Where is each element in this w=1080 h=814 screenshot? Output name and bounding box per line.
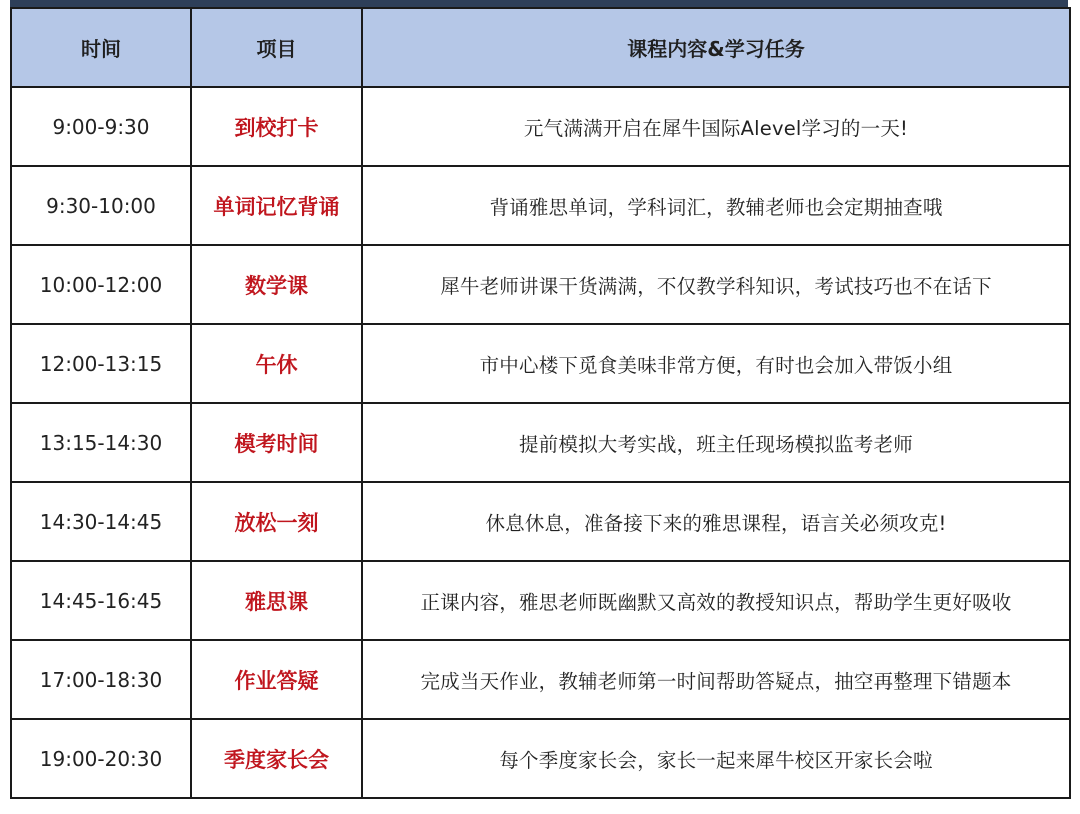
item-cell: 雅思课 — [191, 561, 362, 640]
header-content: 课程内容&学习任务 — [362, 8, 1070, 87]
table-row — [11, 166, 1070, 245]
time-cell: 17:00-18:30 — [11, 640, 191, 719]
time-cell: 19:00-20:30 — [11, 719, 191, 798]
time-cell: 14:45-16:45 — [11, 561, 191, 640]
table-row — [11, 640, 1070, 719]
time-cell: 14:30-14:45 — [11, 482, 191, 561]
content-cell: 休息休息，准备接下来的雅思课程，语言关必须攻克! — [362, 482, 1070, 561]
content-cell: 提前模拟大考实战，班主任现场模拟监考老师 — [362, 403, 1070, 482]
time-cell: 9:30-10:00 — [11, 166, 191, 245]
time-cell: 12:00-13:15 — [11, 324, 191, 403]
content-cell: 正课内容，雅思老师既幽默又高效的教授知识点，帮助学生更好吸收 — [362, 561, 1070, 640]
item-cell: 午休 — [191, 324, 362, 403]
header-row — [11, 8, 1070, 87]
table-row — [11, 403, 1070, 482]
time-cell: 10:00-12:00 — [11, 245, 191, 324]
content-cell: 背诵雅思单词，学科词汇，教辅老师也会定期抽查哦 — [362, 166, 1070, 245]
item-cell: 作业答疑 — [191, 640, 362, 719]
item-cell: 数学课 — [191, 245, 362, 324]
content-cell: 完成当天作业，教辅老师第一时间帮助答疑点，抽空再整理下错题本 — [362, 640, 1070, 719]
item-cell: 到校打卡 — [191, 87, 362, 166]
item-cell: 季度家长会 — [191, 719, 362, 798]
time-cell: 13:15-14:30 — [11, 403, 191, 482]
header-time: 时间 — [11, 8, 191, 87]
item-cell: 单词记忆背诵 — [191, 166, 362, 245]
header-item: 项目 — [191, 8, 362, 87]
content-cell: 犀牛老师讲课干货满满，不仅教学科知识，考试技巧也不在话下 — [362, 245, 1070, 324]
content-cell: 每个季度家长会，家长一起来犀牛校区开家长会啦 — [362, 719, 1070, 798]
item-cell: 模考时间 — [191, 403, 362, 482]
time-cell: 9:00-9:30 — [11, 87, 191, 166]
table-row — [11, 245, 1070, 324]
table-row — [11, 87, 1070, 166]
schedule-table — [10, 7, 1071, 799]
content-cell: 元气满满开启在犀牛国际Alevel学习的一天! — [362, 87, 1070, 166]
table-row — [11, 719, 1070, 798]
table-row — [11, 561, 1070, 640]
table-row — [11, 482, 1070, 561]
table-row — [11, 324, 1070, 403]
content-cell: 市中心楼下觅食美味非常方便，有时也会加入带饭小组 — [362, 324, 1070, 403]
item-cell: 放松一刻 — [191, 482, 362, 561]
